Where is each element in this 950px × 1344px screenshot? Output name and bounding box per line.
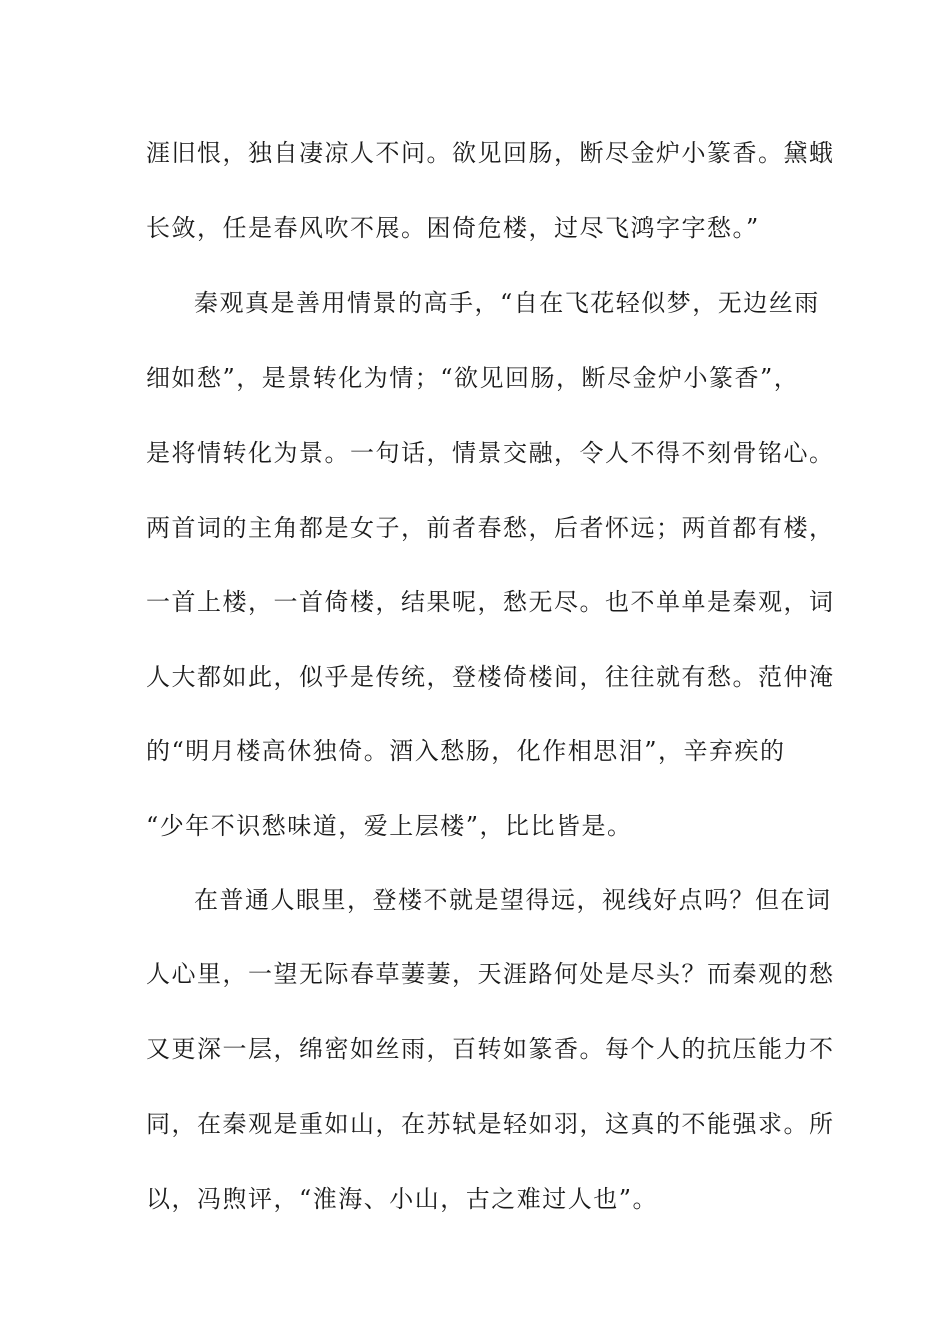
text-line-11: 在普通人眼里，登楼不就是望得远，视线好点吗？但在词 bbox=[194, 886, 832, 914]
text-line-8: 人大都如此，似乎是传统，登楼倚楼间，往往就有愁。范仲淹 bbox=[146, 663, 835, 691]
text-line-2: 长敛，任是春风吹不展。困倚危楼，过尽飞鸿字字愁。” bbox=[146, 214, 760, 242]
text-line-15: 以，冯煦评，“淮海、小山，古之难过人也”。 bbox=[146, 1185, 659, 1213]
text-line-13: 又更深一层，绵密如丝雨，百转如篆香。每个人的抗压能力不 bbox=[146, 1035, 835, 1063]
text-line-10: “少年不识愁味道，爱上层楼”，比比皆是。 bbox=[146, 812, 633, 840]
text-line-4: 细如愁”，是景转化为情；“欲见回肠，断尽金炉小篆香”， bbox=[146, 364, 800, 392]
text-line-3: 秦观真是善用情景的高手，“自在飞花轻似梦，无边丝雨 bbox=[194, 289, 820, 317]
text-line-7: 一首上楼，一首倚楼，结果呢，愁无尽。也不单单是秦观，词 bbox=[146, 588, 835, 616]
text-line-12: 人心里，一望无际春草萋萋，天涯路何处是尽头？而秦观的愁 bbox=[146, 960, 835, 988]
text-line-6: 两首词的主角都是女子，前者春愁，后者怀远；两首都有楼， bbox=[146, 514, 835, 542]
text-line-14: 同，在秦观是重如山，在苏轼是轻如羽，这真的不能强求。所 bbox=[146, 1110, 835, 1138]
text-line-1: 涯旧恨，独自凄凉人不问。欲见回肠，断尽金炉小篆香。黛蛾 bbox=[146, 139, 835, 167]
text-line-9: 的“明月楼高休独倚。酒入愁肠，化作相思泪”，辛弃疾的 bbox=[146, 737, 786, 765]
text-line-5: 是将情转化为景。一句话，情景交融，令人不得不刻骨铭心。 bbox=[146, 439, 835, 467]
